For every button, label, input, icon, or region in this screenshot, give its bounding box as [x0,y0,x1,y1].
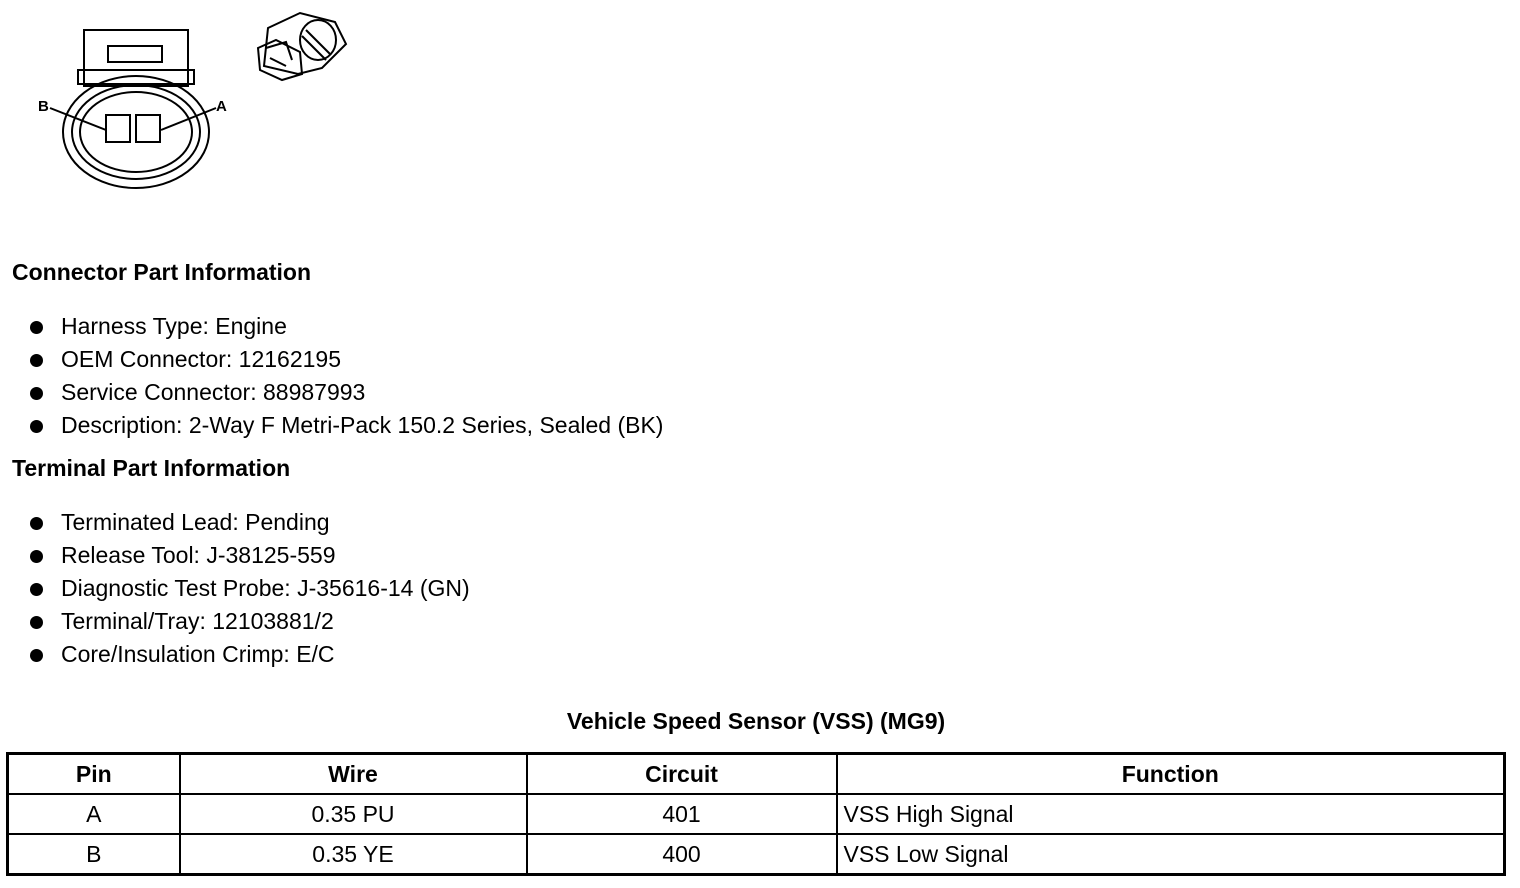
table-title: Vehicle Speed Sensor (VSS) (MG9) [566,708,946,734]
connector-info-list [28,310,663,442]
list-item: Harness Type: Engine [28,310,663,343]
header-circuit: Circuit [527,754,837,795]
list-item: Release Tool: J-38125-559 [28,539,470,572]
table-header-row [8,754,1505,795]
header-wire: Wire [180,754,527,795]
list-item: Diagnostic Test Probe: J-35616-14 (GN) [28,572,470,605]
header-function: Function [837,754,1505,795]
table-row [8,834,1505,875]
pinout-table [6,752,1506,876]
list-item: Terminal/Tray: 12103881/2 [28,605,470,638]
cell-circuit: 401 [527,794,837,834]
cell-wire: 0.35 YE [180,834,527,875]
connector-diagram [30,8,370,198]
terminal-info-list [28,506,470,671]
pin-b-callout: B [38,98,49,115]
cell-circuit: 400 [527,834,837,875]
header-pin: Pin [8,754,180,795]
pin-a-callout: A [216,98,227,115]
list-item: Terminated Lead: Pending [28,506,470,539]
list-item: Service Connector: 88987993 [28,376,663,409]
connector-part-information-heading: Connector Part Information [12,259,312,285]
cell-pin: B [8,834,180,875]
cell-function: VSS Low Signal [837,834,1505,875]
cell-function: VSS High Signal [837,794,1505,834]
list-item: Core/Insulation Crimp: E/C [28,638,470,671]
list-item: OEM Connector: 12162195 [28,343,663,376]
table-row [8,794,1505,834]
terminal-part-information-heading: Terminal Part Information [12,455,291,481]
cell-wire: 0.35 PU [180,794,527,834]
list-item: Description: 2-Way F Metri-Pack 150.2 Series, Sealed (BK) [28,409,663,442]
cell-pin: A [8,794,180,834]
